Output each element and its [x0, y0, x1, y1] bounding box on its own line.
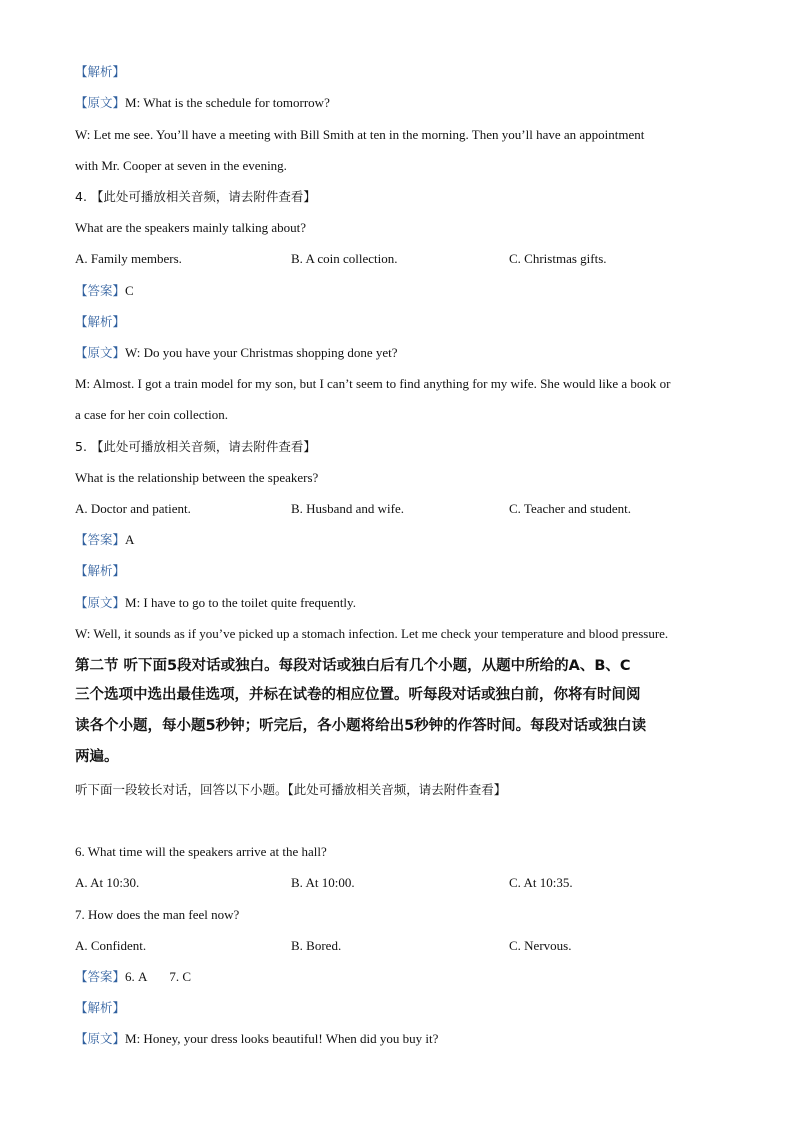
question-text-7: 7. How does the man feel now?	[75, 907, 240, 922]
option-c-6: C. At 10:35.	[509, 875, 573, 890]
option-c-4: C. Christmas gifts.	[509, 251, 607, 266]
question-heading-4: 4. 【此处可播放相关音频，请去附件查看】	[75, 189, 316, 204]
question-text-6: 6. What time will the speakers arrive at the hall?	[75, 844, 327, 859]
original-text: W: Do you have your Christmas shopping done yet?	[125, 345, 398, 360]
dialogue-line: M: Almost. I got a train model for my son, but I can’t seem to find anything for my wife. She would like a book or	[75, 376, 671, 391]
answer-value: A	[125, 532, 135, 547]
option-b-6: B. At 10:00.	[291, 875, 355, 890]
option-a-4: A. Family members.	[75, 251, 182, 266]
option-c-5: C. Teacher and student.	[509, 501, 631, 516]
original-line	[75, 94, 330, 112]
analysis-label: 【解析】	[75, 64, 126, 79]
answer-label: 【答案】	[75, 283, 126, 298]
dialogue-line: W: Well, it sounds as if you’ve picked up a stomach infection. Let me check your temperature and blood pressure.	[75, 626, 669, 641]
section-text: 三个选项中选出最佳选项，并标在试卷的相应位置。听每段对话或独白前，你将有时间阅	[75, 687, 641, 703]
answer-line-5	[75, 531, 134, 549]
original-line	[75, 594, 356, 612]
dialogue-line: W: Let me see. You’ll have a meeting with Bill Smith at ten in the morning. Then you’ll have an appointment	[75, 127, 645, 142]
section-text: 两遍。	[75, 749, 119, 765]
option-a-5: A. Doctor and patient.	[75, 501, 191, 516]
dialogue-line: a case for her coin collection.	[75, 407, 229, 422]
original-label: 【原文】	[75, 595, 126, 610]
analysis-label: 【解析】	[75, 314, 126, 329]
answer-value: 6. A 7. C	[125, 969, 192, 984]
section-heading: 第二节 听下面5段对话或独白。每段对话或独白后有几个小题，从题中所给的A、B、C	[75, 658, 631, 674]
option-b-7: B. Bored.	[291, 938, 342, 953]
original-line	[75, 1030, 438, 1048]
answer-line-4	[75, 282, 134, 300]
original-label: 【原文】	[75, 95, 126, 110]
answer-value: C	[125, 283, 134, 298]
original-text: M: Honey, your dress looks beautiful! When did you buy it?	[125, 1031, 439, 1046]
original-text: M: What is the schedule for tomorrow?	[125, 95, 330, 110]
section-instruction: 听下面一段较长对话，回答以下小题。【此处可播放相关音频，请去附件查看】	[75, 782, 507, 797]
dialogue-line: with Mr. Cooper at seven in the evening.	[75, 158, 287, 173]
analysis-label: 【解析】	[75, 563, 126, 578]
original-label: 【原文】	[75, 345, 126, 360]
original-line	[75, 344, 398, 362]
answer-label: 【答案】	[75, 532, 126, 547]
question-text-5: What is the relationship between the speakers?	[75, 470, 319, 485]
question-heading-5: 5. 【此处可播放相关音频，请去附件查看】	[75, 439, 316, 454]
option-a-6: A. At 10:30.	[75, 875, 140, 890]
option-c-7: C. Nervous.	[509, 938, 572, 953]
original-text: M: I have to go to the toilet quite frequently.	[125, 595, 356, 610]
original-label: 【原文】	[75, 1031, 126, 1046]
analysis-label: 【解析】	[75, 1000, 126, 1015]
option-b-5: B. Husband and wife.	[291, 501, 405, 516]
section-text: 读各个小题，每小题5秒钟；听完后，各小题将给出5秒钟的作答时间。每段对话或独白读	[75, 718, 647, 734]
answer-line-6-7	[75, 968, 191, 986]
option-b-4: B. A coin collection.	[291, 251, 398, 266]
question-text-4: What are the speakers mainly talking about?	[75, 220, 307, 235]
answer-label: 【答案】	[75, 969, 126, 984]
option-a-7: A. Confident.	[75, 938, 147, 953]
